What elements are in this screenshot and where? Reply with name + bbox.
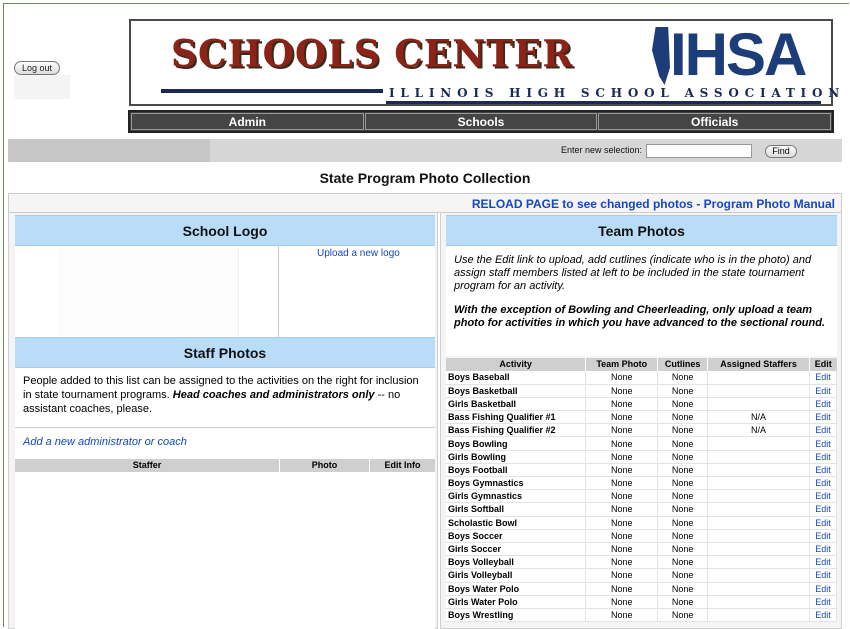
activity-cell: Boys Soccer <box>446 529 586 542</box>
left-panel <box>8 213 438 629</box>
table-row <box>446 411 837 424</box>
staff-desc-emphasis: Head coaches and administrators only <box>172 389 375 401</box>
selection-search-input[interactable] <box>646 144 752 158</box>
assigned-staffers-cell <box>708 595 810 608</box>
assigned-staffers-cell <box>708 582 810 595</box>
col-staffer: Staffer <box>15 459 280 472</box>
table-row <box>446 397 837 410</box>
edit-link[interactable]: Edit <box>809 542 836 555</box>
table-row <box>446 450 837 463</box>
banner-rule <box>161 89 383 93</box>
nav-item-schools[interactable]: Schools <box>365 113 598 130</box>
assigned-staffers-cell <box>708 556 810 569</box>
schools-center-banner <box>129 19 845 106</box>
activity-cell: Girls Softball <box>446 503 586 516</box>
team-photo-cell: None <box>586 397 658 410</box>
team-photo-cell: None <box>586 556 658 569</box>
activity-cell: Boys Football <box>446 463 586 476</box>
illinois-state-icon <box>652 27 670 85</box>
cutlines-cell: None <box>658 397 708 410</box>
cutlines-cell: None <box>658 516 708 529</box>
activity-cell: Boys Baseball <box>446 371 586 384</box>
team-photos-table <box>446 358 837 622</box>
table-row <box>446 529 837 542</box>
search-bar-left-shade <box>8 139 210 162</box>
assigned-staffers-cell <box>708 450 810 463</box>
reload-page-link[interactable]: RELOAD PAGE to see changed photos <box>471 197 693 211</box>
edit-link[interactable]: Edit <box>809 371 836 384</box>
edit-link[interactable]: Edit <box>809 516 836 529</box>
school-logo-header: School Logo <box>15 215 435 246</box>
team-photo-cell: None <box>586 384 658 397</box>
activity-cell: Boys Gymnastics <box>446 477 586 490</box>
edit-link[interactable]: Edit <box>809 463 836 476</box>
nav-item-officials[interactable]: Officials <box>598 113 831 130</box>
team-photo-cell: None <box>586 371 658 384</box>
table-row <box>446 556 837 569</box>
cutlines-cell: None <box>658 463 708 476</box>
table-row <box>446 437 837 450</box>
team-photo-cell: None <box>586 542 658 555</box>
staff-photos-header: Staff Photos <box>15 337 435 368</box>
school-logo-image <box>59 248 239 336</box>
team-photos-header: Team Photos <box>446 215 837 246</box>
activity-cell: Boys Wrestling <box>446 608 586 621</box>
cutlines-cell: None <box>658 371 708 384</box>
table-row <box>446 608 837 621</box>
team-instructions-note: With the exception of Bowling and Cheerleading, only upload a team photo for activities in which you have advanced to the sectional round. <box>454 304 826 329</box>
cutlines-cell: None <box>658 437 708 450</box>
edit-link[interactable]: Edit <box>809 450 836 463</box>
team-photo-cell: None <box>586 595 658 608</box>
staff-desc-text: People added to this list can be assigned to the activities on the right for inclusion in state tournament programs. <box>23 375 419 401</box>
activity-cell: Boys Basketball <box>446 384 586 397</box>
col-edit: Edit <box>809 358 836 371</box>
page-title: State Program Photo Collection <box>319 170 531 186</box>
program-photo-manual-link[interactable]: Program Photo Manual <box>703 197 835 211</box>
activity-cell: Girls Basketball <box>446 397 586 410</box>
assigned-staffers-cell <box>708 569 810 582</box>
cutlines-cell: None <box>658 450 708 463</box>
activity-cell: Girls Gymnastics <box>446 490 586 503</box>
cutlines-cell: None <box>658 477 708 490</box>
edit-link[interactable]: Edit <box>809 477 836 490</box>
team-photo-cell: None <box>586 477 658 490</box>
table-row <box>446 371 837 384</box>
activity-cell: Bass Fishing Qualifier #1 <box>446 411 586 424</box>
cutlines-cell: None <box>658 411 708 424</box>
edit-link[interactable]: Edit <box>809 437 836 450</box>
activity-cell: Girls Water Polo <box>446 595 586 608</box>
upload-logo-link[interactable]: Upload a new logo <box>317 248 400 259</box>
col-photo: Photo <box>280 459 370 472</box>
cutlines-cell: None <box>658 542 708 555</box>
logo-divider <box>278 246 279 338</box>
cutlines-cell: None <box>658 582 708 595</box>
team-instructions-text: Use the Edit link to upload, add cutlines (indicate who is in the photo) and assign staff members listed at left to be included in the state tournament program for an activity. <box>454 254 812 292</box>
banner-underline <box>386 101 821 104</box>
team-table-body <box>446 371 837 622</box>
edit-link[interactable]: Edit <box>809 569 836 582</box>
assigned-staffers-cell <box>708 463 810 476</box>
assigned-staffers-cell <box>708 490 810 503</box>
ihsa-logo-text: IHSA <box>670 21 806 88</box>
activity-cell: Girls Volleyball <box>446 569 586 582</box>
staff-table-body <box>15 472 435 629</box>
logout-area-spacer <box>14 75 70 99</box>
table-row <box>446 582 837 595</box>
team-photo-cell: None <box>586 569 658 582</box>
team-photo-cell: None <box>586 424 658 437</box>
staff-photos-description <box>15 368 435 428</box>
activity-cell: Scholastic Bowl <box>446 516 586 529</box>
cutlines-cell: None <box>658 490 708 503</box>
edit-link[interactable]: Edit <box>809 424 836 437</box>
team-photo-cell: None <box>586 516 658 529</box>
table-row <box>446 595 837 608</box>
activity-cell: Boys Water Polo <box>446 582 586 595</box>
logout-button[interactable]: Log out <box>14 61 60 75</box>
team-photo-cell: None <box>586 463 658 476</box>
assigned-staffers-cell <box>708 608 810 621</box>
team-photo-cell: None <box>586 437 658 450</box>
edit-link[interactable]: Edit <box>809 529 836 542</box>
col-cutlines: Cutlines <box>658 358 708 371</box>
staff-desc-tail: -- no assistant coaches, please. <box>23 389 401 415</box>
link-separator: - <box>696 197 701 211</box>
find-button[interactable]: Find <box>765 145 797 158</box>
team-photo-cell: None <box>586 608 658 621</box>
assigned-staffers-cell <box>708 503 810 516</box>
team-photo-cell: None <box>586 503 658 516</box>
right-panel <box>440 213 842 629</box>
cutlines-cell: None <box>658 608 708 621</box>
activity-cell: Boys Volleyball <box>446 556 586 569</box>
search-label: Enter new selection: <box>561 145 643 155</box>
table-row <box>446 477 837 490</box>
cutlines-cell: None <box>658 529 708 542</box>
table-row <box>446 384 837 397</box>
assigned-staffers-cell: N/A <box>708 411 810 424</box>
edit-link[interactable]: Edit <box>809 503 836 516</box>
table-row <box>446 503 837 516</box>
table-row <box>446 542 837 555</box>
table-row <box>446 569 837 582</box>
edit-link[interactable]: Edit <box>809 397 836 410</box>
edit-link[interactable]: Edit <box>809 411 836 424</box>
edit-link[interactable]: Edit <box>809 608 836 621</box>
col-assigned-staffers: Assigned Staffers <box>708 358 810 371</box>
assigned-staffers-cell <box>708 542 810 555</box>
table-row <box>446 516 837 529</box>
col-activity: Activity <box>446 358 586 371</box>
nav-item-admin[interactable]: Admin <box>131 113 364 130</box>
assigned-staffers-cell <box>708 529 810 542</box>
school-logo-area <box>15 246 435 338</box>
assigned-staffers-cell <box>708 516 810 529</box>
table-row <box>446 463 837 476</box>
cutlines-cell: None <box>658 556 708 569</box>
add-administrator-label[interactable]: Add a new administrator or coach <box>23 436 187 448</box>
reload-bar <box>8 193 842 213</box>
selection-search-bar <box>8 139 842 162</box>
team-table-header-row <box>446 358 837 371</box>
col-team-photo: Team Photo <box>586 358 658 371</box>
team-photo-cell: None <box>586 529 658 542</box>
table-row <box>446 424 837 437</box>
cutlines-cell: None <box>658 384 708 397</box>
cutlines-cell: None <box>658 503 708 516</box>
assigned-staffers-cell <box>708 477 810 490</box>
activity-cell: Girls Soccer <box>446 542 586 555</box>
cutlines-cell: None <box>658 569 708 582</box>
edit-link[interactable]: Edit <box>809 384 836 397</box>
assigned-staffers-cell <box>708 384 810 397</box>
team-photos-instructions <box>446 246 837 356</box>
banner-subtitle: ILLINOIS HIGH SCHOOL ASSOCIATION <box>389 86 845 100</box>
add-administrator-link[interactable] <box>15 428 435 459</box>
activity-cell: Boys Bowling <box>446 437 586 450</box>
assigned-staffers-cell <box>708 437 810 450</box>
edit-link[interactable]: Edit <box>809 490 836 503</box>
cutlines-cell: None <box>658 424 708 437</box>
assigned-staffers-cell: N/A <box>708 424 810 437</box>
table-row <box>446 490 837 503</box>
assigned-staffers-cell <box>708 371 810 384</box>
activity-cell: Girls Bowling <box>446 450 586 463</box>
main-nav <box>128 110 834 133</box>
col-edit-info: Edit Info <box>384 460 421 470</box>
cutlines-cell: None <box>658 595 708 608</box>
team-photo-cell: None <box>586 450 658 463</box>
staff-table-header <box>15 459 435 472</box>
ihsa-logo <box>650 23 825 87</box>
edit-link[interactable]: Edit <box>809 556 836 569</box>
team-photo-cell: None <box>586 490 658 503</box>
assigned-staffers-cell <box>708 397 810 410</box>
edit-link[interactable]: Edit <box>809 582 836 595</box>
banner-title: SCHOOLS CENTER <box>171 31 574 77</box>
team-photo-cell: None <box>586 411 658 424</box>
team-photo-cell: None <box>586 582 658 595</box>
activity-cell: Bass Fishing Qualifier #2 <box>446 424 586 437</box>
edit-link[interactable]: Edit <box>809 595 836 608</box>
